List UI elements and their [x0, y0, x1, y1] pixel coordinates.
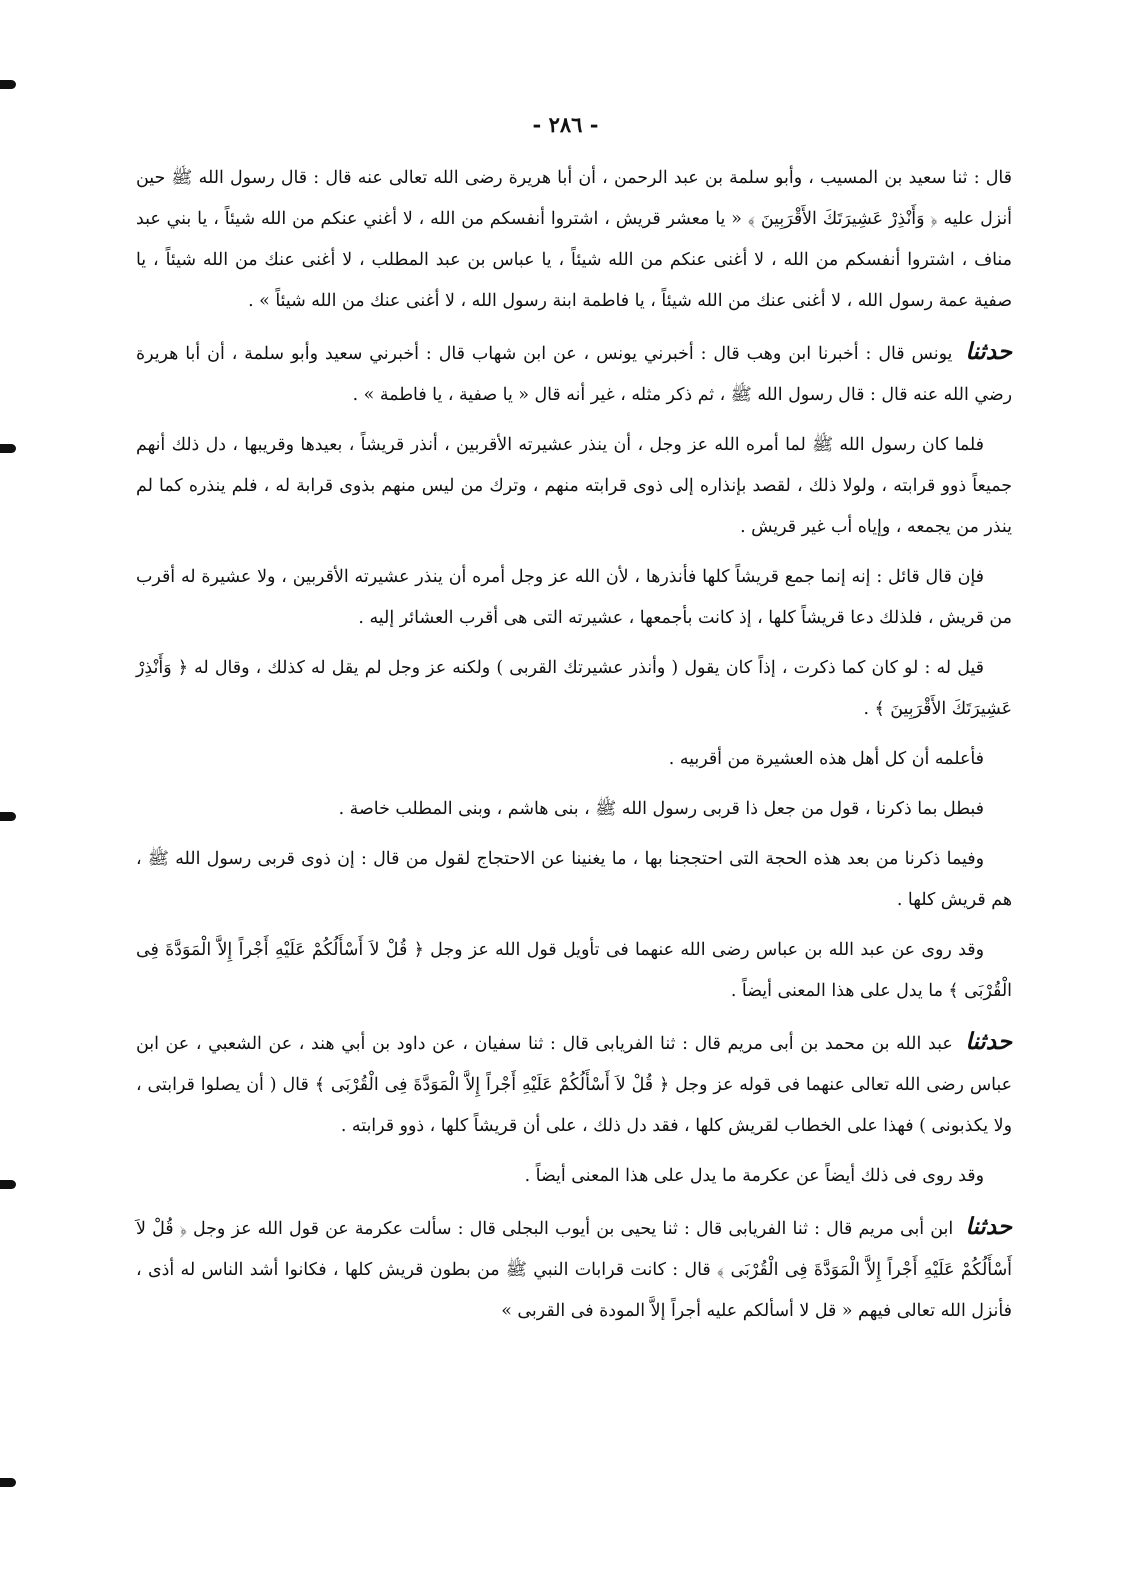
- paragraph: [136, 331, 1012, 416]
- paragraph: [136, 425, 1012, 548]
- paragraph: [136, 1156, 1012, 1197]
- paragraph: [136, 158, 1012, 322]
- paragraph: [136, 839, 1012, 921]
- paragraph-text: ابن أبى مريم قال : ثنا الفريابى قال : ثنا يحيى بن أيوب البجلى قال : سألت عكرمة عن قول الله عز وجل ﴿ قُلْ لاَ أَسْأَلُكُمْ عَلَيْهِ أَجْراً إِلاَّ الْمَوَدَّةَ فِى الْقُرْبَى ﴾ قال : كانت قرابات النبي ﷺ من بطون قريش كلها ، فكانوا أشد الناس له أذى ، فأنزل الله تعالى فيهم « قل لا أسألكم عليه أجراً إلاَّ المودة فى القربى »: [136, 1219, 1012, 1321]
- paragraph-text: قال : ثنا سعيد بن المسيب ، وأبو سلمة بن عبد الرحمن ، أن أبا هريرة رضى الله تعالى عنه قال : قال رسول الله ﷺ حين أنزل عليه ﴿ وَأَنْذِرْ عَشِيرَتَكَ الأَقْرَبِينَ ﴾ « يا معشر قريش ، اشتروا أنفسكم من الله ، لا أغني عنكم من الله شيئاً ، يا بني عبد مناف ، اشتروا أنفسكم من الله ، لا أغنى عنكم من الله شيئاً ، يا عباس بن عبد المطلب ، لا أغنى عنك من الله شيئاً ، يا صفية عمة رسول الله ، لا أغنى عنك من الله شيئاً ، يا فاطمة ابنة رسول الله ، لا أغنى عنك من الله شيئاً » .: [136, 168, 1012, 311]
- scan-edge-mark: [0, 1478, 16, 1487]
- scan-edge-mark: [0, 1180, 16, 1189]
- hadith-lead-word: حدثنا: [965, 338, 1012, 365]
- scan-edge-mark: [0, 812, 16, 821]
- paragraph-text: وفيما ذكرنا من بعد هذه الحجة التى احتججنا بها ، ما يغنينا عن الاحتجاج لقول من قال : إن ذوى قربى رسول الله ﷺ ، هم قريش كلها .: [136, 849, 1012, 910]
- scan-edge-mark: [0, 444, 16, 453]
- paragraph: [136, 1206, 1012, 1332]
- paragraph-text: فإن قال قائل : إنه إنما جمع قريشاً كلها فأنذرها ، لأن الله عز وجل أمره أن ينذر عشيرته الأقربين ، ولا عشيرة له أقرب من قريش ، فلذلك دعا قريشاً كلها ، إذ كانت بأجمعها ، عشيرته التى هى أقرب العشائر إليه .: [136, 567, 1012, 628]
- paragraph: [136, 789, 1012, 830]
- paragraph-text: عبد الله بن محمد بن أبى مريم قال : ثنا الفريابى قال : ثنا سفيان ، عن داود بن أبي هند ، عن الشعبي ، عن ابن عباس رضى الله تعالى عنهما فى قوله عز وجل ﴿ قُلْ لاَ أَسْأَلُكُمْ عَلَيْهِ أَجْراً إِلاَّ الْمَوَدَّةَ فِى الْقُرْبَى ﴾ قال ( أن يصلوا قرابتى ، ولا يكذبونى ) فهذا على الخطاب لقريش كلها ، فقد دل ذلك ، على أن قريشاً كلها ، ذوو قرابته .: [136, 1034, 1012, 1136]
- paragraph: [136, 739, 1012, 780]
- paragraph-text: وقد روى فى ذلك أيضاً عن عكرمة ما يدل على هذا المعنى أيضاً .: [524, 1166, 984, 1186]
- hadith-lead-word: حدثنا: [965, 1028, 1012, 1055]
- paragraph-text: قيل له : لو كان كما ذكرت ، إذاً كان يقول ( وأنذر عشيرتك القربى ) ولكنه عز وجل لم يقل له كذلك ، وقال له ﴿ وَأَنْذِرْ عَشِيرَتَكَ الأَقْرَبِينَ ﴾ .: [136, 658, 1012, 719]
- paragraph-text: فبطل بما ذكرنا ، قول من جعل ذا قربى رسول الله ﷺ ، بنى هاشم ، وبنى المطلب خاصة .: [338, 799, 984, 819]
- paragraph: [136, 648, 1012, 730]
- paragraph: [136, 1021, 1012, 1147]
- paragraph-text: وقد روى عن عبد الله بن عباس رضى الله عنهما فى تأويل قول الله عز وجل ﴿ قُلْ لاَ أَسْأَلُكُمْ عَلَيْهِ أَجْراً إِلاَّ الْمَوَدَّةَ فِى الْقُرْبَى ﴾ ما يدل على هذا المعنى أيضاً .: [136, 940, 1012, 1001]
- hadith-lead-word: حدثنا: [965, 1213, 1012, 1240]
- paragraph: [136, 557, 1012, 639]
- paragraph-text: فأعلمه أن كل أهل هذه العشيرة من أقربيه .: [668, 749, 984, 769]
- scan-edge-mark: [0, 80, 16, 89]
- paragraph-text: فلما كان رسول الله ﷺ لما أمره الله عز وجل ، أن ينذر عشيرته الأقربين ، أنذر قريشاً ، بعيدها وقريبها ، دل ذلك أنهم جميعاً ذوو قرابته ، ولولا ذلك ، لقصد بإنذاره إلى ذوى قرابته منهم ، وترك من ليس منهم بذوى قرابة له ، فلم ينذره كما لم ينذر من يجمعه ، وإياه أب غير قريش .: [136, 435, 1012, 537]
- page-number: - ٢٨٦ -: [532, 112, 599, 137]
- paragraph-text: يونس قال : أخبرنا ابن وهب قال : أخبرني يونس ، عن ابن شهاب قال : أخبرني سعيد وأبو سلمة ، أن أبا هريرة رضي الله عنه قال : قال رسول الله ﷺ ، ثم ذكر مثله ، غير أنه قال « يا صفية ، يا فاطمة » .: [136, 344, 1012, 405]
- page-body: [136, 158, 1012, 1341]
- paragraph: [136, 930, 1012, 1012]
